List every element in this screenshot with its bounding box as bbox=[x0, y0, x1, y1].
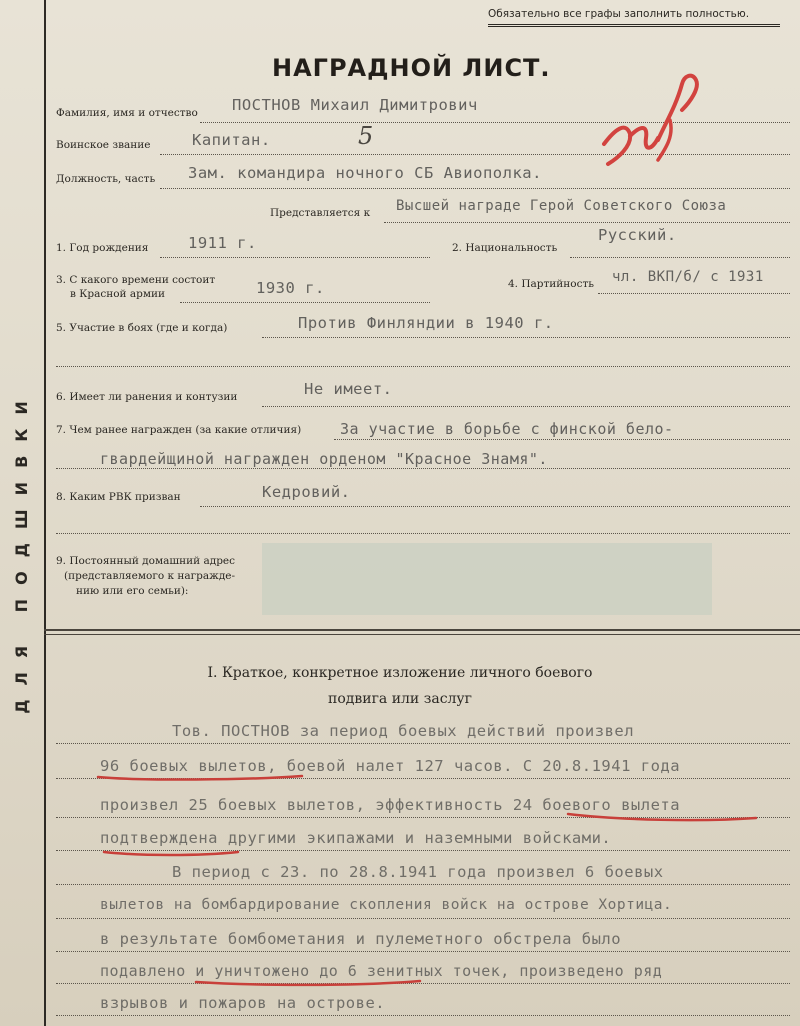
narrative-line: в результате бомбометания и пулеметного обстрела было bbox=[100, 930, 622, 948]
top-instruction: Обязательно все графы заполнить полностью. bbox=[488, 8, 750, 20]
narrative-rule bbox=[56, 817, 790, 818]
draft-office-value: Кедровий. bbox=[262, 483, 351, 501]
presented-rule bbox=[384, 222, 790, 223]
handwritten-number: 5 bbox=[358, 122, 374, 150]
section-divider-top bbox=[44, 629, 800, 631]
address-label-1: 9. Постоянный домашний адрес bbox=[56, 555, 236, 567]
page-title: НАГРАДНОЙ ЛИСТ. bbox=[272, 54, 551, 82]
narrative-rule bbox=[56, 778, 790, 779]
red-handwritten-annotation bbox=[596, 66, 706, 176]
binding-caption-text: ДЛЯ ПОДШИВКИ bbox=[11, 386, 31, 714]
narrative-line: 96 боевых вылетов, боевой налет 127 часов. С 20.8.1941 года bbox=[100, 757, 681, 775]
previous-awards-label: 7. Чем ранее награжден (за какие отличия) bbox=[56, 424, 302, 436]
binding-caption bbox=[6, 250, 36, 850]
name-value: ПОСТНОВ Михаил Димитрович bbox=[232, 96, 478, 114]
party-rule bbox=[598, 293, 790, 294]
nationality-label: 2. Национальность bbox=[452, 242, 558, 254]
address-label-2: (представляемого к награжде- bbox=[64, 570, 236, 582]
section-divider-bottom bbox=[44, 634, 800, 635]
nationality-rule bbox=[570, 257, 790, 258]
position-rule bbox=[160, 188, 790, 189]
narrative-line: произвел 25 боевых вылетов, эффективность 24 боевого вылета bbox=[100, 796, 681, 814]
draft-office-rule bbox=[200, 506, 790, 507]
narrative-line: Тов. ПОСТНОВ за период боевых действий произвел bbox=[172, 722, 635, 740]
narrative-line: вылетов на бомбардирование скопления войск на острове Хортица. bbox=[100, 897, 673, 913]
service-since-label-1: 3. С какого времени состоит bbox=[56, 274, 216, 286]
draft-office-label: 8. Каким РВК призван bbox=[56, 491, 181, 503]
red-underline bbox=[104, 852, 238, 855]
section-one-heading-2: подвига или заслуг bbox=[327, 691, 473, 707]
previous-awards-rule bbox=[334, 439, 790, 440]
battles-label: 5. Участие в боях (где и когда) bbox=[56, 322, 228, 334]
previous-awards-value-2: гвардейщиной награжден орденом "Красное Знамя". bbox=[100, 450, 548, 468]
birth-year-rule bbox=[160, 257, 430, 258]
party-value: чл. ВКП/б/ с 1931 bbox=[612, 269, 764, 285]
previous-awards-value-1: За участие в борьбе с финской бело- bbox=[340, 420, 674, 438]
rank-value: Капитан. bbox=[192, 131, 271, 149]
draft-office-rule-2 bbox=[56, 533, 790, 534]
top-instruction-underline bbox=[488, 24, 780, 25]
narrative-rule bbox=[56, 743, 790, 744]
narrative-rule bbox=[56, 951, 790, 952]
narrative-rule bbox=[56, 983, 790, 984]
section-one-heading-1: I. Краткое, конкретное изложение личного боевого bbox=[207, 665, 593, 681]
wounds-label: 6. Имеет ли ранения и контузии bbox=[56, 391, 238, 403]
service-since-label-2: в Красной армии bbox=[70, 288, 166, 300]
narrative-line: подтверждена другими экипажами и наземными войсками. bbox=[100, 829, 612, 847]
position-value: Зам. командира ночного СБ Авиополка. bbox=[188, 164, 542, 182]
narrative-line: подавлено и уничтожено до 6 зенитных точек, произведено ряд bbox=[100, 962, 663, 980]
margin-rule bbox=[44, 0, 46, 1026]
narrative-rule bbox=[56, 884, 790, 885]
narrative-line: взрывов и пожаров на острове. bbox=[100, 994, 386, 1012]
nationality-value: Русский. bbox=[598, 226, 677, 244]
narrative-line: В период с 23. по 28.8.1941 года произвел 6 боевых bbox=[172, 863, 664, 881]
name-label: Фамилия, имя и отчество bbox=[56, 107, 198, 119]
narrative-rule bbox=[56, 918, 790, 919]
address-label-3: нию или его семьи): bbox=[76, 585, 189, 597]
wounds-rule bbox=[262, 406, 790, 407]
party-label: 4. Партийность bbox=[508, 278, 595, 290]
position-label: Должность, часть bbox=[56, 173, 156, 185]
service-since-value: 1930 г. bbox=[256, 279, 325, 297]
presented-value: Высшей награде Герой Советского Союза bbox=[396, 198, 727, 214]
service-since-rule bbox=[180, 302, 430, 303]
narrative-rule bbox=[56, 850, 790, 851]
wounds-value: Не имеет. bbox=[304, 380, 393, 398]
rank-label: Воинское звание bbox=[56, 139, 151, 151]
presented-label: Представляется к bbox=[270, 207, 371, 219]
birth-year-value: 1911 г. bbox=[188, 234, 257, 252]
battles-rule-2 bbox=[56, 366, 790, 367]
previous-awards-rule-2 bbox=[56, 468, 790, 469]
redacted-address-block bbox=[262, 543, 712, 615]
narrative-rule bbox=[56, 1015, 790, 1016]
birth-year-label: 1. Год рождения bbox=[56, 242, 149, 254]
top-instruction-underline-2 bbox=[488, 26, 780, 27]
battles-rule bbox=[262, 337, 790, 338]
battles-value: Против Финляндии в 1940 г. bbox=[298, 314, 554, 332]
